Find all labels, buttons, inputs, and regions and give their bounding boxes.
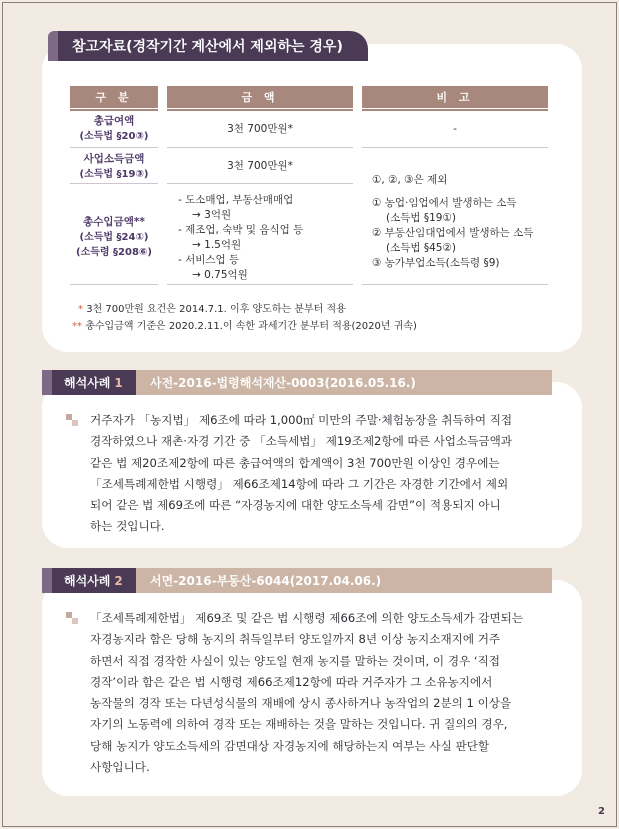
remark-item-sub: (소득법 §19①) (386, 212, 456, 224)
label-sub: (소득법 §20③) (79, 131, 149, 142)
header-category: 구 분 (70, 86, 158, 108)
body-line: 같은 법 제20조제2항에 따른 총급여액의 합계액이 3천 700만원 이상인 경우에는 (90, 455, 500, 470)
case1-reference: 사전-2016-법령해석재산-0003(2016.05.16.) (136, 370, 552, 395)
body-line: 하는 것입니다. (90, 519, 165, 534)
page-number: 2 (598, 806, 605, 817)
row-divider (167, 284, 353, 285)
body-line: 경작하였으나 재촌·자경 기간 중 「소득세법」 제19조제2항에 따른 사업소득금액과 (90, 434, 512, 449)
body-line: 하면서 직접 경작한 사실이 있는 양도일 현재 농지를 말하는 것이며, 이 경우 ‘직접 (90, 653, 500, 668)
revenue-value: → 0.75억원 (192, 269, 248, 281)
row-label-total-revenue (70, 215, 158, 260)
case-tag-text: 해석사례 (64, 376, 111, 390)
label-text: 총급여액 (93, 115, 135, 127)
label-text: 사업소득금액 (83, 153, 145, 165)
footnote-1 (78, 300, 346, 315)
case-tag-number: 2 (114, 573, 123, 588)
footnote-mark: * (78, 304, 83, 315)
remark-item-sub: (소득법 §45②) (386, 242, 456, 254)
row-divider (70, 183, 158, 184)
remark-total-salary: - (453, 123, 457, 135)
case2-header (42, 568, 552, 593)
remark-item: ③ 농가부업소득(소득령 §9) (372, 257, 500, 269)
footnote-mark: ** (72, 321, 82, 332)
amount-total-salary: 3천 700만원* (227, 123, 293, 135)
case2-tag (42, 568, 136, 593)
case-tag-number: 1 (114, 375, 123, 390)
square-bullet-icon (66, 612, 80, 624)
revenue-item: - 제조업, 숙박 및 음식업 등 (178, 224, 304, 236)
label-sub: (소득법 §24①) (79, 232, 149, 243)
row-label-business-income (70, 152, 158, 182)
row-divider (362, 147, 548, 148)
amount-business-income: 3천 700만원* (227, 160, 293, 172)
case1-header (42, 370, 552, 395)
case1-tag (42, 370, 136, 395)
case2-body (90, 608, 552, 778)
square-bullet-icon (66, 414, 80, 426)
revenue-item: - 도소매업, 부동산매매업 (178, 194, 294, 206)
row-divider (362, 284, 548, 285)
footnote-text: 3천 700만원 요건은 2014.7.1. 이후 양도하는 분부터 적용 (86, 304, 346, 315)
row-divider (167, 183, 353, 184)
row-divider (70, 147, 158, 148)
footnote-text: 총수입금액 기준은 2020.2.11.이 속한 과세기간 분부터 적용(2020년 귀속) (85, 321, 417, 332)
case1-body (90, 410, 552, 538)
footnote-2 (72, 317, 417, 332)
row-label-total-salary (70, 114, 158, 144)
case-tag-text: 해석사례 (64, 574, 111, 588)
row-divider (70, 284, 158, 285)
remark-head: ①, ②, ③은 제외 (372, 174, 448, 186)
body-line: 경작’이라 함은 같은 법 시행령 제66조제12항에 따라 거주자가 그 소유농지에서 (90, 674, 493, 689)
label-text: 총수입금액** (83, 216, 145, 228)
body-line: 자기의 노동력에 의하여 경작 또는 재배하는 것을 말하는 것입니다. 귀 질의의 경우, (90, 717, 508, 732)
label-sub: (소득령 §208⑥) (76, 247, 152, 258)
amount-revenue-list (178, 193, 358, 283)
body-line: 거주자가 「농지법」 제6조에 따라 1,000㎡ 미만의 주말·체험농장을 취득하여 직접 (90, 413, 513, 427)
remark-item: ① 농업·임업에서 발생하는 소득 (372, 197, 517, 209)
reference-title: 참고자료(경작기간 계산에서 제외하는 경우) (58, 31, 368, 61)
body-line: 농작물의 경작 또는 다년성식물의 재배에 상시 종사하거나 농작업의 2분의 1 이상을 (90, 696, 512, 711)
remark-item: ② 부동산임대업에서 발생하는 소득 (372, 227, 534, 239)
body-line: 「조세특례제한법」 제69조 및 같은 법 시행령 제66조에 의한 양도소득세가 감면되는 (90, 611, 524, 625)
body-line: 「조세특례제한법 시행령」 제66조제14항에 따라 그 기간은 자경한 기간에서 제외 (90, 476, 509, 491)
label-sub: (소득법 §19③) (79, 169, 149, 180)
revenue-value: → 3억원 (192, 209, 232, 221)
remark-group (372, 173, 552, 271)
row-divider (167, 147, 353, 148)
header-remark: 비 고 (362, 86, 548, 108)
body-line: 당해 농지가 양도소득세의 감면대상 자경농지에 해당하는지 여부는 사실 판단할 (90, 738, 490, 753)
body-line: 자경농지라 함은 당해 농지의 취득일부터 양도일까지 8년 이상 농지소재지에 거주 (90, 632, 501, 647)
body-line: 되어 같은 법 제69조에 따른 “자경농지에 대한 양도소득세 감면”이 적용되지 아니 (90, 498, 501, 513)
case2-reference: 서면-2016-부동산-6044(2017.04.06.) (136, 568, 552, 593)
revenue-item: - 서비스업 등 (178, 254, 240, 266)
header-amount: 금 액 (167, 86, 353, 108)
revenue-value: → 1.5억원 (192, 239, 242, 251)
body-line: 사항입니다. (90, 760, 150, 775)
